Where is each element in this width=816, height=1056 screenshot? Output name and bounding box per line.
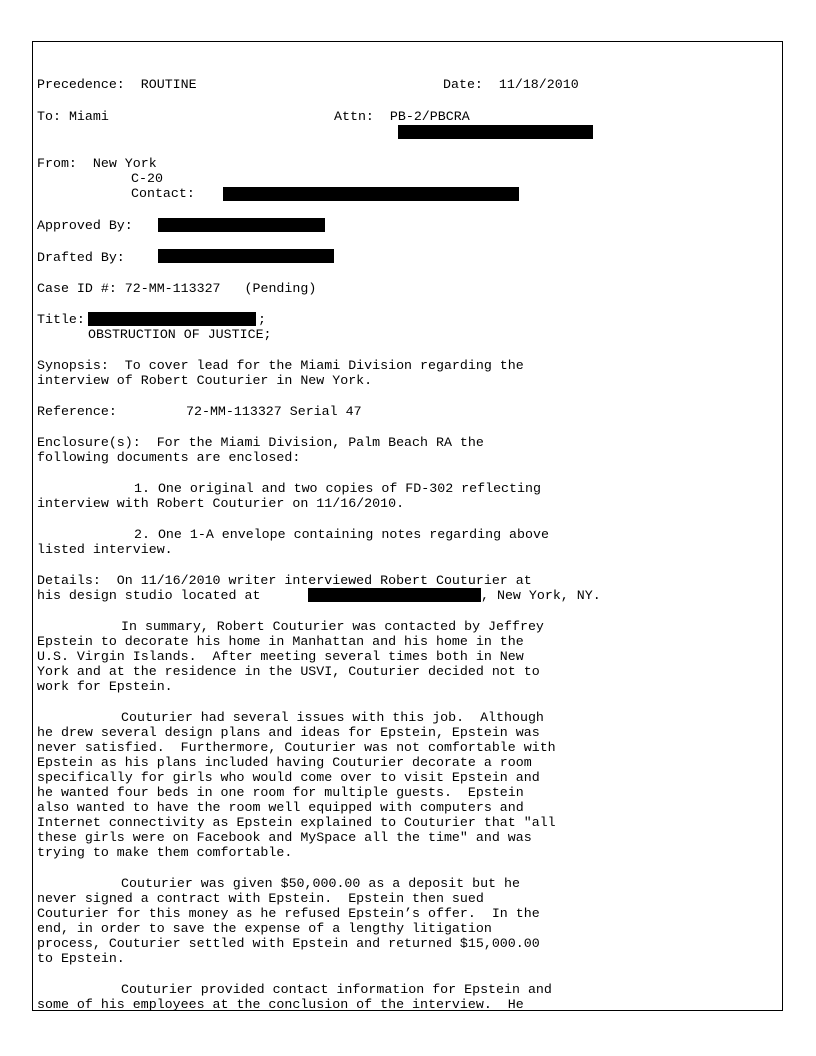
precedence-label: Precedence: xyxy=(37,77,125,92)
contact-info-line-1: Couturier provided contact information for Epstein and xyxy=(121,982,552,997)
issues-line-4: Epstein as his plans included having Couturier decorate a room xyxy=(37,755,532,770)
reference-value: 72-MM-113327 Serial 47 xyxy=(186,404,362,419)
issues-line-2: he drew several design plans and ideas for Epstein, Epstein was xyxy=(37,725,540,740)
contact-label: Contact: xyxy=(131,186,195,201)
enclosure-item-2-line-2: listed interview. xyxy=(37,542,173,557)
enclosure-item-2-line-1: 2. One 1-A envelope containing notes regarding above xyxy=(134,527,549,542)
to-line xyxy=(37,109,109,124)
approved-label: Approved By: xyxy=(37,218,133,233)
date-value: 11/18/2010 xyxy=(498,77,579,92)
issues-line-10: trying to make them comfortable. xyxy=(37,845,293,860)
reference-label: Reference: xyxy=(37,404,117,419)
issues-line-3: never satisfied. Furthermore, Couturier was not comfortable with xyxy=(37,740,556,755)
redaction-address xyxy=(308,588,481,602)
title-value: OBSTRUCTION OF JUSTICE; xyxy=(88,327,272,342)
issues-line-5: specifically for girls who would come over to visit Epstein and xyxy=(37,770,540,785)
deposit-line-5: process, Couturier settled with Epstein and returned $15,000.00 xyxy=(37,936,540,951)
summary-line-5: work for Epstein. xyxy=(37,679,173,694)
redaction-title xyxy=(88,312,256,326)
redaction-attn xyxy=(398,125,593,139)
deposit-line-3: Couturier for this money as he refused Epstein’s offer. In the xyxy=(37,906,540,921)
attn-line xyxy=(334,109,470,124)
issues-line-9: these girls were on Facebook and MySpace all the time" and was xyxy=(37,830,532,845)
deposit-line-1: Couturier was given $50,000.00 as a deposit but he xyxy=(121,876,520,891)
attn-label: Attn: xyxy=(334,109,374,124)
enclosure-line-2: following documents are enclosed: xyxy=(37,450,301,465)
case-status: (Pending) xyxy=(244,281,317,296)
deposit-line-6: to Epstein. xyxy=(37,951,125,966)
from-label: From: xyxy=(37,156,77,171)
enclosure-item-1-line-1: 1. One original and two copies of FD-302 reflecting xyxy=(134,481,541,496)
to-label: To: xyxy=(37,109,61,124)
redaction-drafted xyxy=(158,249,334,263)
issues-line-6: he wanted four beds in one room for multiple guests. Epstein xyxy=(37,785,524,800)
drafted-label: Drafted By: xyxy=(37,250,125,265)
redaction-approved xyxy=(158,218,325,232)
contact-info-line-2: some of his employees at the conclusion of the interview. He xyxy=(37,997,524,1012)
date-line xyxy=(443,77,579,92)
from-squad: C-20 xyxy=(131,171,163,186)
case-line xyxy=(37,281,316,296)
title-label: Title: xyxy=(37,312,85,327)
precedence-value: ROUTINE xyxy=(140,77,197,92)
summary-line-4: York and at the residence in the USVI, Couturier decided not to xyxy=(37,664,540,679)
issues-line-8: Internet connectivity as Epstein explained to Couturier that "all xyxy=(37,815,556,830)
summary-line-2: Epstein to decorate his home in Manhattan and his home in the xyxy=(37,634,524,649)
date-label: Date: xyxy=(443,77,483,92)
summary-line-3: U.S. Virgin Islands. After meeting several times both in New xyxy=(37,649,524,664)
title-semicolon: ; xyxy=(258,312,266,327)
details-line-1: Details: On 11/16/2010 writer interviewed Robert Couturier at xyxy=(37,573,532,588)
case-label: Case ID #: xyxy=(37,281,117,296)
synopsis-line-2: interview of Robert Couturier in New York. xyxy=(37,373,373,388)
case-value: 72-MM-113327 xyxy=(124,281,221,296)
to-value: Miami xyxy=(68,109,109,124)
details-line-2-pre: his design studio located at xyxy=(37,588,261,603)
from-line xyxy=(37,156,157,171)
details-line-2-post: , New York, NY. xyxy=(481,588,601,603)
precedence-line xyxy=(37,77,197,92)
enclosure-line-1: Enclosure(s): For the Miami Division, Palm Beach RA the xyxy=(37,435,484,450)
deposit-line-4: end, in order to save the expense of a lengthy litigation xyxy=(37,921,492,936)
issues-line-7: also wanted to have the room well equipped with computers and xyxy=(37,800,524,815)
enclosure-item-1-line-2: interview with Robert Couturier on 11/16/2010. xyxy=(37,496,405,511)
issues-line-1: Couturier had several issues with this job. Although xyxy=(121,710,544,725)
summary-line-1: In summary, Robert Couturier was contacted by Jeffrey xyxy=(121,619,544,634)
deposit-line-2: never signed a contract with Epstein. Epstein then sued xyxy=(37,891,484,906)
from-value: New York xyxy=(92,156,157,171)
attn-value: PB-2/PBCRA xyxy=(389,109,470,124)
synopsis-line-1: Synopsis: To cover lead for the Miami Division regarding the xyxy=(37,358,524,373)
redaction-contact xyxy=(223,187,519,201)
